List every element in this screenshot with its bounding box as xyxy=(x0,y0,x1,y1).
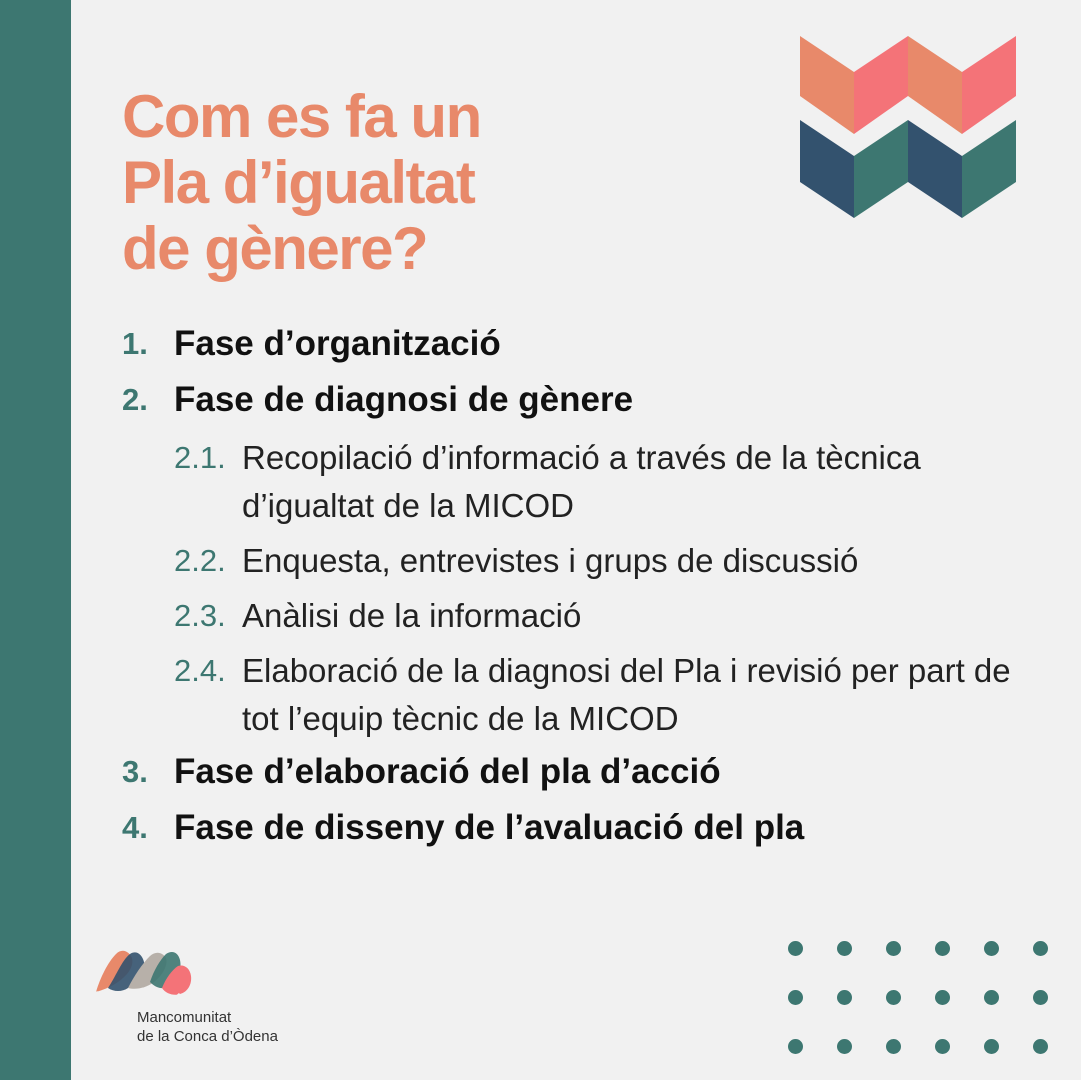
dot xyxy=(886,1039,901,1054)
dot xyxy=(1033,990,1048,1005)
step-label: Fase d’elaboració del pla d’acció xyxy=(174,752,721,791)
title-line-1: Com es fa un xyxy=(122,83,481,150)
dot xyxy=(837,941,852,956)
step-number: 4. xyxy=(122,810,148,845)
logo-name-line-1: Mancomunitat xyxy=(137,1009,232,1026)
step-2-3 xyxy=(122,592,1022,640)
steps-list xyxy=(122,322,1022,862)
step-number: 3. xyxy=(122,754,148,789)
logo-text xyxy=(137,1008,278,1046)
dot xyxy=(788,1039,803,1054)
dot xyxy=(837,990,852,1005)
dot xyxy=(886,941,901,956)
dot xyxy=(984,990,999,1005)
dot-grid-icon xyxy=(788,941,1060,1057)
dot xyxy=(935,990,950,1005)
logo-name-line-2: de la Conca d’Òdena xyxy=(137,1028,278,1045)
chevron-pattern-icon xyxy=(800,36,1016,218)
substep-number: 2.1. xyxy=(174,440,226,475)
step-2 xyxy=(122,378,1022,422)
title-line-3: de gènere? xyxy=(122,215,428,282)
substep-label: Elaboració de la diagnosi del Pla i revisió per part de tot l’equip tècnic de la MICOD xyxy=(242,652,1011,737)
step-4 xyxy=(122,806,1022,850)
step-1 xyxy=(122,322,1022,366)
dot xyxy=(984,941,999,956)
page-title xyxy=(122,84,481,282)
dot xyxy=(788,941,803,956)
dot xyxy=(837,1039,852,1054)
title-line-2: Pla d’igualtat xyxy=(122,149,475,216)
substep-number: 2.4. xyxy=(174,653,226,688)
dot xyxy=(935,941,950,956)
substep-label: Anàlisi de la informació xyxy=(242,597,582,634)
dot xyxy=(886,990,901,1005)
step-number: 1. xyxy=(122,326,148,361)
dot xyxy=(1033,1039,1048,1054)
step-label: Fase de disseny de l’avaluació del pla xyxy=(174,808,805,847)
dot xyxy=(984,1039,999,1054)
substep-number: 2.3. xyxy=(174,598,226,633)
dot xyxy=(935,1039,950,1054)
step-2-2 xyxy=(122,537,1022,585)
dot xyxy=(788,990,803,1005)
dot xyxy=(1033,941,1048,956)
side-color-bar xyxy=(0,0,71,1080)
step-label: Fase d’organització xyxy=(174,324,501,363)
step-2-4 xyxy=(122,647,1022,743)
step-2-1 xyxy=(122,434,1022,530)
step-label: Fase de diagnosi de gènere xyxy=(174,380,634,419)
step-3 xyxy=(122,750,1022,794)
substep-label: Recopilació d’informació a través de la tècnica d’igualtat de la MICOD xyxy=(242,439,921,524)
substep-label: Enquesta, entrevistes i grups de discussió xyxy=(242,542,859,579)
step-number: 2. xyxy=(122,382,148,417)
substep-number: 2.2. xyxy=(174,543,226,578)
mancomunitat-logo-icon xyxy=(94,948,194,1006)
